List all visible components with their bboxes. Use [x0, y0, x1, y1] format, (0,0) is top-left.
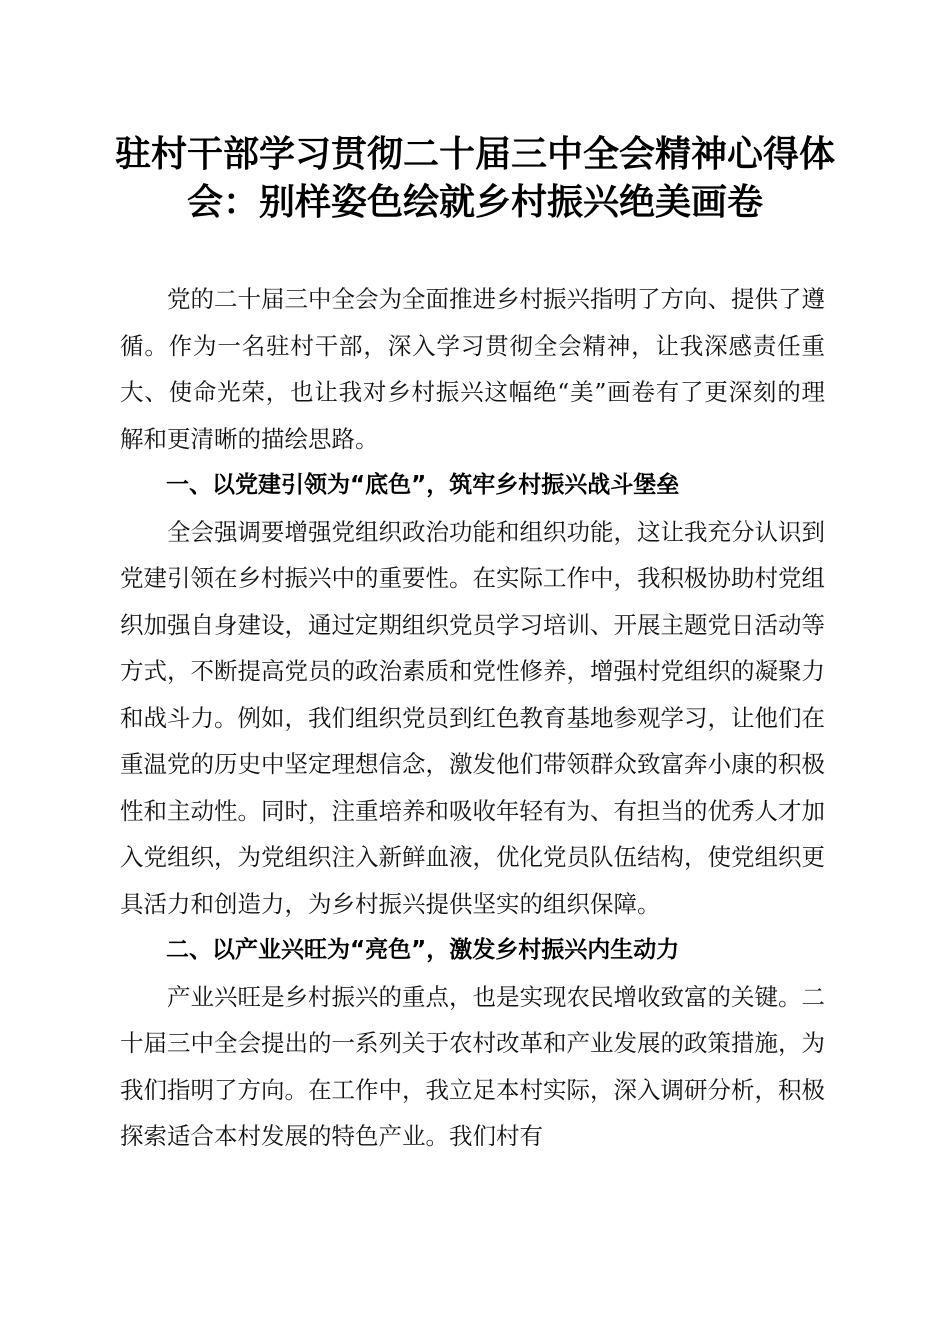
- intro-paragraph: 党的二十届三中全会为全面推进乡村振兴指明了方向、提供了遵循。作为一名驻村干部，深入学习贯彻全会精神，让我深感责任重大、使命光荣，也让我对乡村振兴这幅绝“美”画卷有了更深刻的理解和更清晰的描绘思路。: [120, 285, 825, 453]
- section-heading-2: 二、以产业兴旺为“亮色”，激发乡村振兴内生动力: [166, 937, 680, 963]
- section-2-paragraph: 产业兴旺是乡村振兴的重点，也是实现农民增收致富的关键。二十届三中全会提出的一系列关于农村改革和产业发展的政策措施，为我们指明了方向。在工作中，我立足本村实际，深入调研分析，积极探索适合本村发展的特色产业。我们村有: [120, 982, 825, 1150]
- section-heading-1: 一、以党建引领为“底色”，筑牢乡村振兴战斗堡垒: [166, 472, 680, 498]
- document-title: 驻村干部学习贯彻二十届三中全会精神心得体会：别样姿色绘就乡村振兴绝美画卷: [114, 133, 835, 223]
- document-body: [120, 276, 825, 1160]
- section-1-paragraph: 全会强调要增强党组织政治功能和组织功能，这让我充分认识到党建引领在乡村振兴中的重要性。在实际工作中，我积极协助村党组织加强自身建设，通过定期组织党员学习培训、开展主题党日活动等方式，不断提高党员的政治素质和党性修养，增强村党组织的凝聚力和战斗力。例如，我们组织党员到红色教育基地参观学习，让他们在重温党的历史中坚定理想信念，激发他们带领群众致富奔小康的积极性和主动性。同时，注重培养和吸收年轻有为、有担当的优秀人才加入党组织，为党组织注入新鲜血液，优化党员队伍结构，使党组织更具活力和创造力，为乡村振兴提供坚实的组织保障。: [120, 517, 825, 918]
